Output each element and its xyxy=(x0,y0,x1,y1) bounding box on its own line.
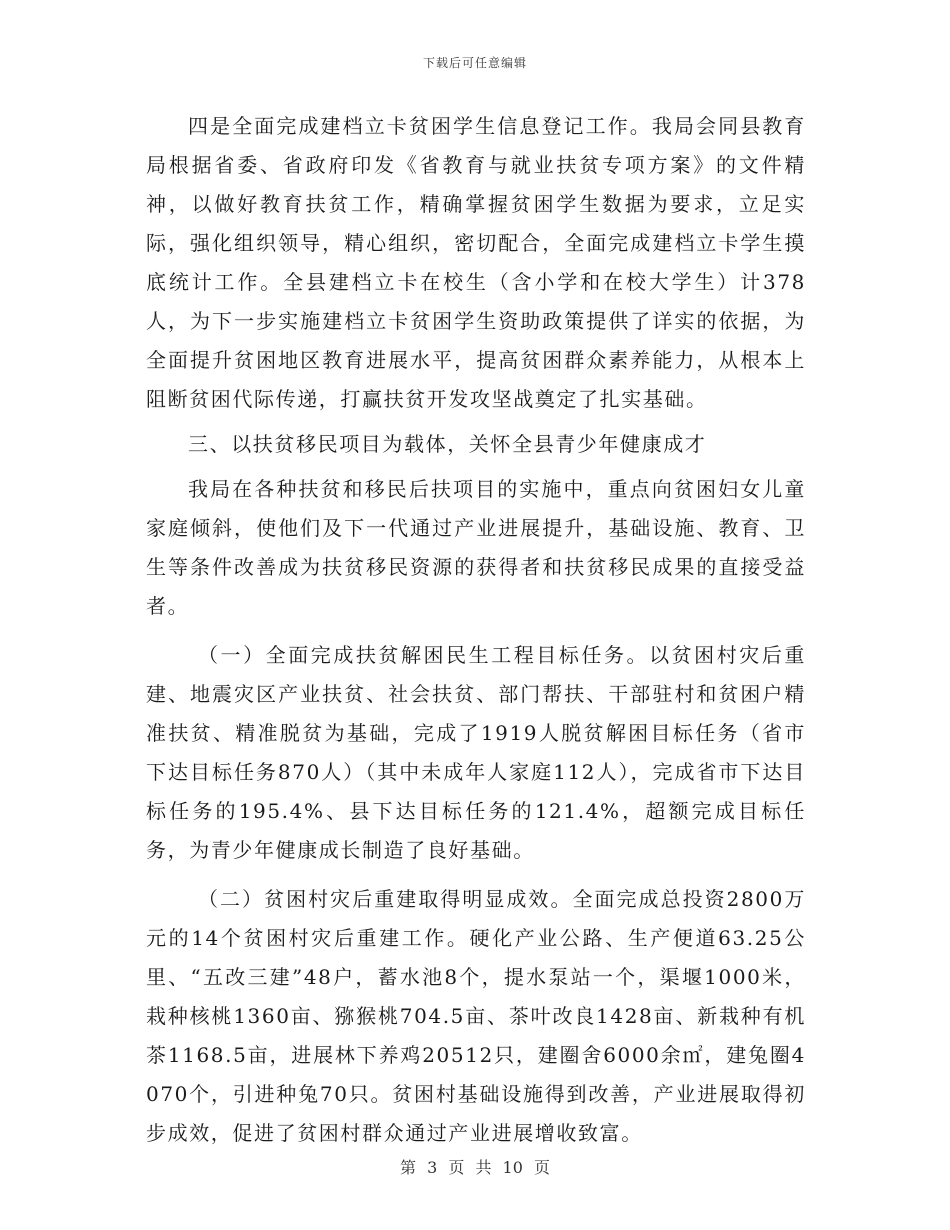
page-header: 下载后可任意编辑 xyxy=(422,56,527,70)
paragraph-subsection-one: （一）全面完成扶贫解困民生工程目标任务。以贫困村灾后重建、地震灾区产业扶贫、社会扶贫、部门帮扶、干部驻村和贫困户精准扶贫、精准脱贫为基础，完成了1919人脱贫解困目标任务（省市下达目标任务870人）（其中未成年人家庭112人），完成省市下达目标任务的195.4%、县下达目标任务的121.4%，超额完成目标任务，为青少年健康成长制造了良好基础。 xyxy=(146,643,806,862)
paragraph-education-registration: 四是全面完成建档立卡贫困学生信息登记工作。我局会同县教育局根据省委、省政府印发《省教育与就业扶贫专项方案》的文件精神，以做好教育扶贫工作，精确掌握贫困学生数据为要求，立足实际，强化组织领导，精心组织，密切配合，全面完成建档立卡学生摸底统计工作。全县建档立卡在校生（含小学和在校大学生）计378人，为下一步实施建档立卡贫困学生资助政策提供了详实的依据，为全面提升贫困地区教育进展水平，提高贫困群众素养能力，从根本上阻断贫困代际传递，打赢扶贫开发攻坚战奠定了扎实基础。 xyxy=(146,114,806,411)
document-body xyxy=(146,107,806,1153)
paragraph-project-implementation: 我局在各种扶贫和移民后扶项目的实施中，重点向贫困妇女儿童家庭倾斜，使他们及下一代通过产业进展提升，基础设施、教育、卫生等条件改善成为扶贫移民资源的获得者和扶贫移民成果的直接受益者。 xyxy=(146,477,806,618)
paragraph-subsection-two: （二）贫困村灾后重建取得明显成效。全面完成总投资2800万元的14个贫困村灾后重建工作。硬化产业公路、生产便道63.25公里、“五改三建”48户，蓄水池8个，提水泵站一个，渠堰1000米，栽种核桃1360亩、猕猴桃704.5亩、茶叶改良1428亩、新栽种有机茶1168.5亩，进展林下养鸡20512只，建圈舍6000余㎡，建兔圈4070个，引进种兔70只。贫困村基础设施得到改善，产业进展取得初步成效，促进了贫困村群众通过产业进展增收致富。 xyxy=(146,887,806,1145)
page-number-footer: 第 3 页 共 10 页 xyxy=(400,1158,550,1177)
section-heading-three: 三、以扶贫移民项目为载体，关怀全县青少年健康成才 xyxy=(188,432,707,456)
